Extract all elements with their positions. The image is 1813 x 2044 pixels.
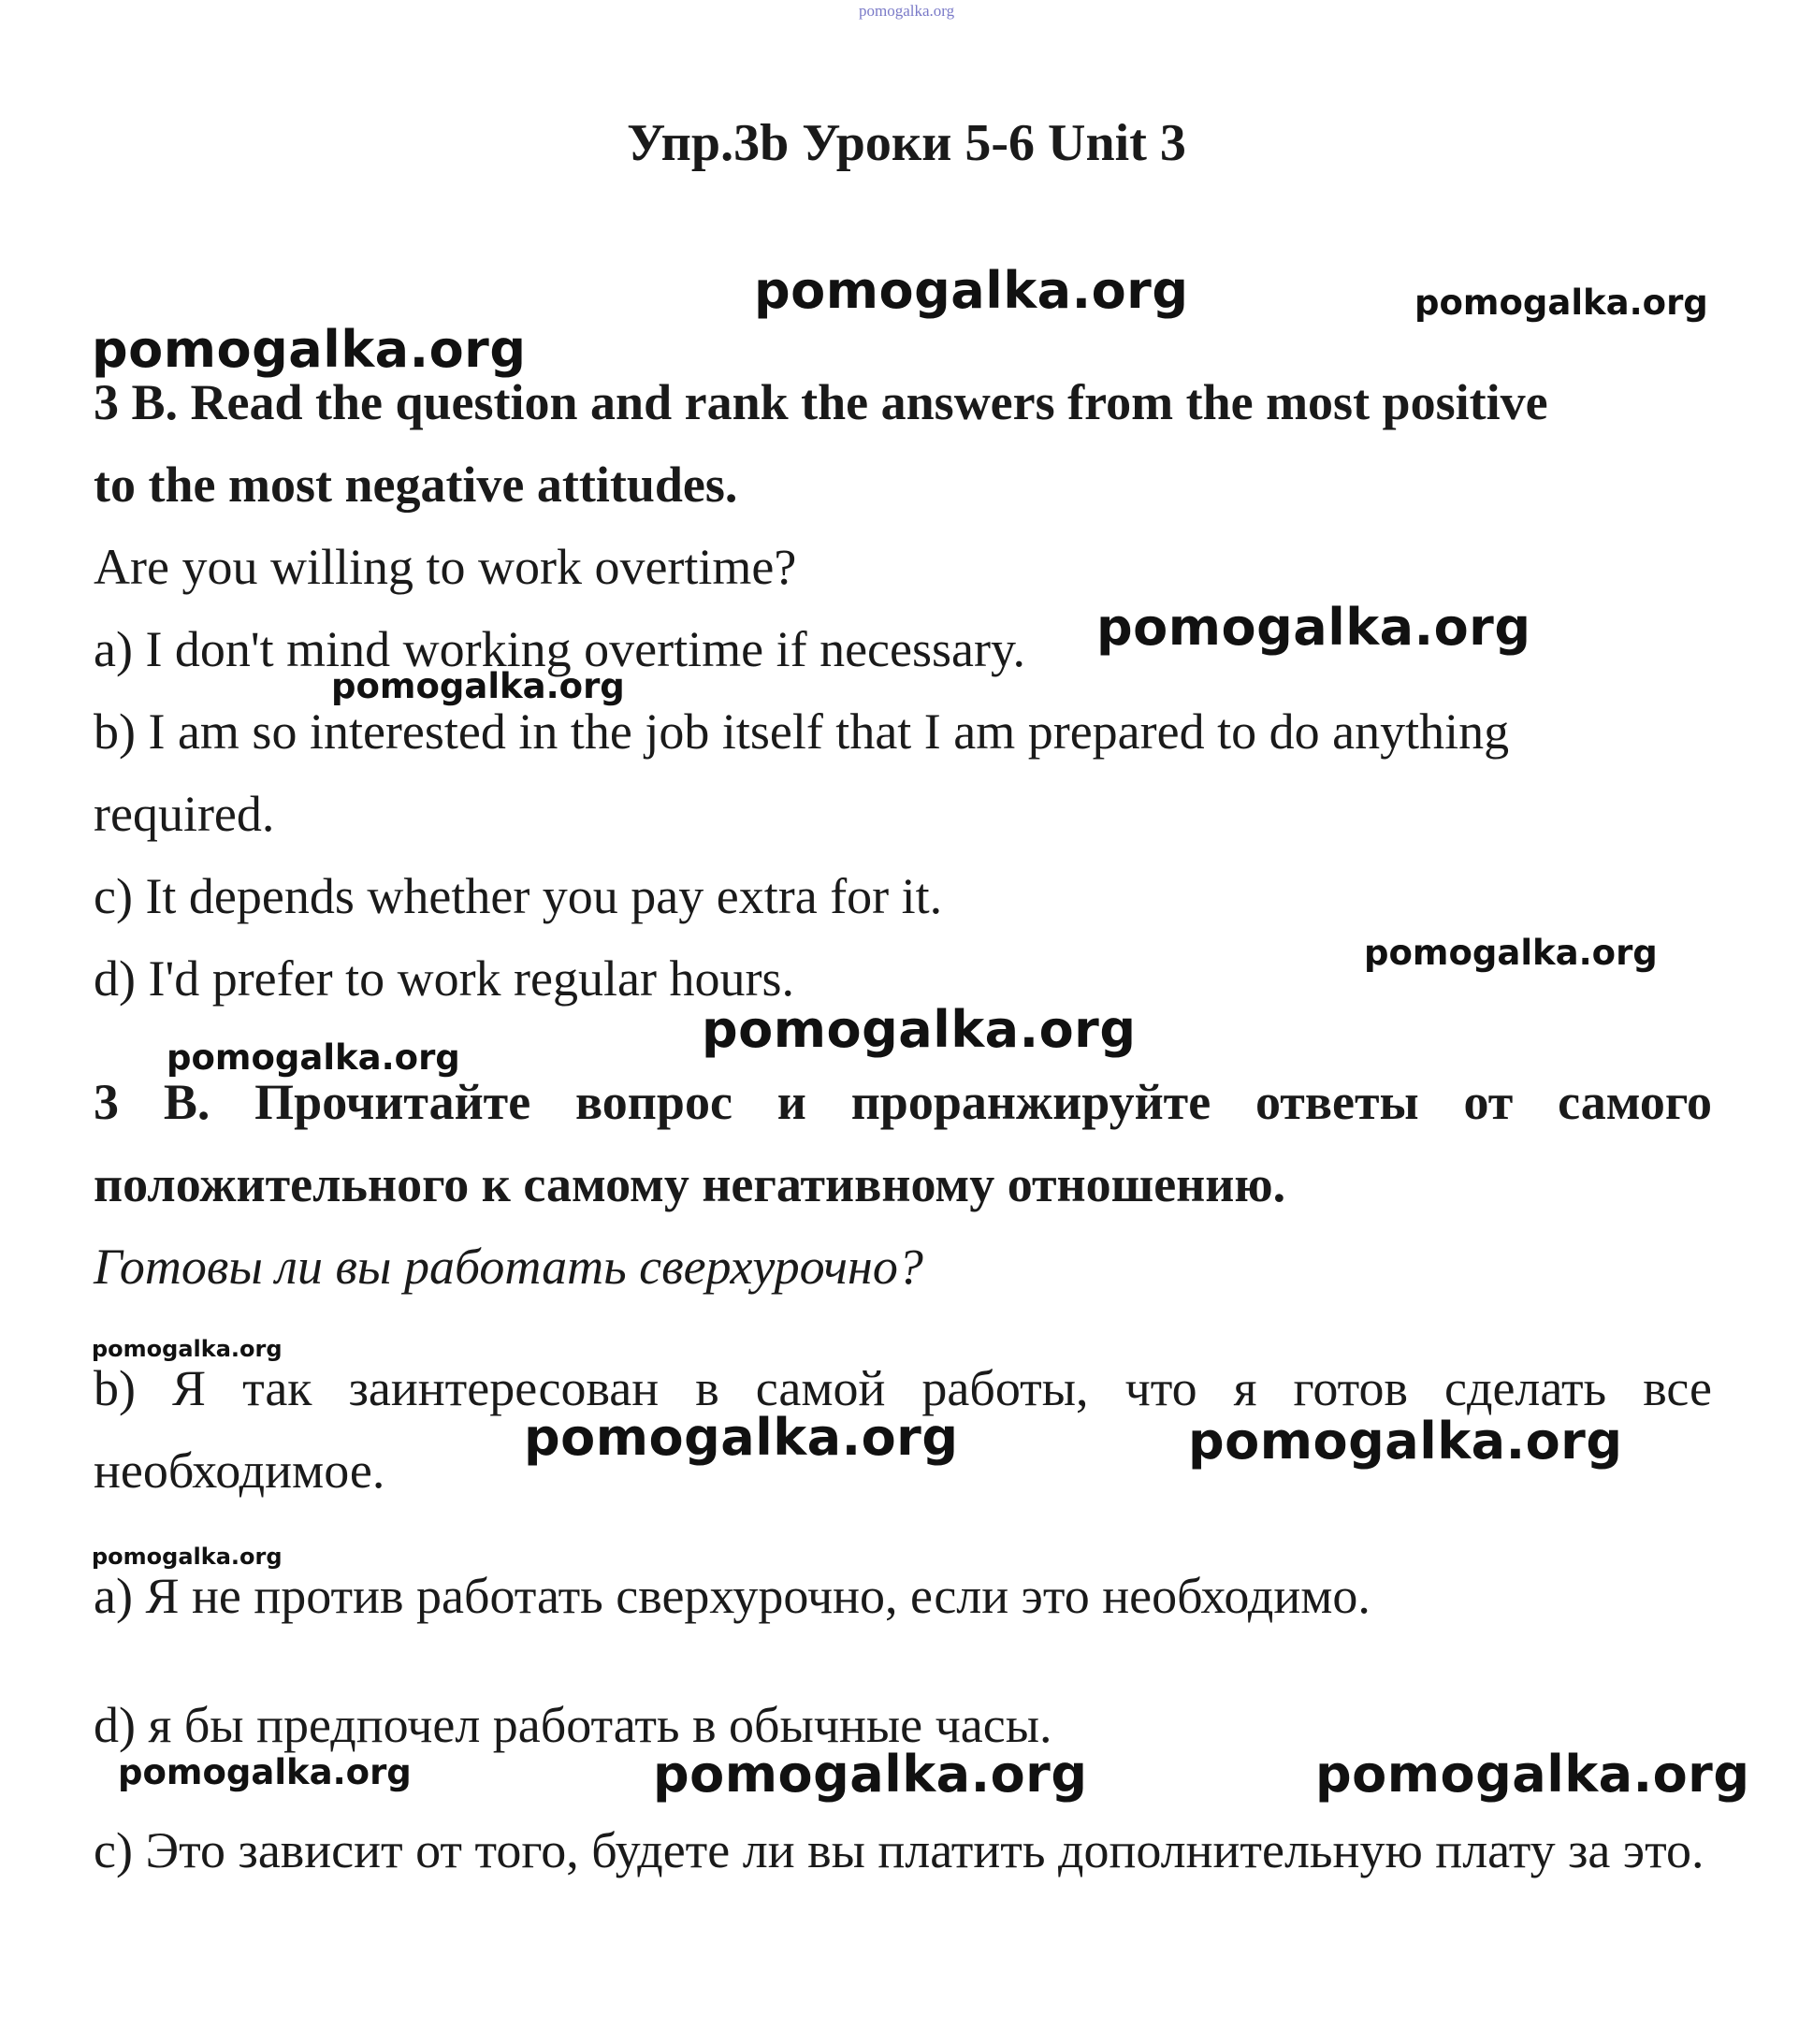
russian-answer-d: d) я бы предпочел работать в обычные часы.: [94, 1697, 1052, 1753]
russian-heading: 3 B. Прочитайте вопрос и проранжируйте ответы от самого положительного к самому негативному отношению.: [94, 1074, 1712, 1212]
english-answer-b-line-1: b) I am so interested in the job itself that I am prepared to do anything: [94, 703, 1510, 760]
watermark: pomogalka.org: [1364, 933, 1658, 973]
english-answer-b-line-2: required.: [94, 786, 275, 842]
watermark-top: pomogalka.org: [859, 2, 955, 20]
russian-answer-b: b) Я так заинтересован в самой работы, что я готов сделать все необходимое.: [94, 1360, 1712, 1499]
english-answer-a: a) I don't mind working overtime if necessary.: [94, 621, 1025, 677]
english-heading-line-2: to the most negative attitudes.: [94, 457, 738, 513]
watermark: pomogalka.org: [1414, 283, 1708, 323]
russian-answer-c: c) Это зависит от того, будете ли вы платить дополнительную плату за это.: [94, 1822, 1704, 1878]
watermark: pomogalka.org: [167, 1037, 460, 1078]
watermark: pomogalka.org: [1188, 1412, 1623, 1471]
english-question: Are you willing to work overtime?: [94, 539, 797, 595]
english-answer-b: [94, 690, 1712, 855]
english-answer-c: c) It depends whether you pay extra for it.: [94, 868, 943, 924]
watermark: pomogalka.org: [702, 1000, 1137, 1059]
watermark: pomogalka.org: [524, 1408, 959, 1467]
russian-answer-a: a) Я не против работать сверхурочно, если это необходимо.: [94, 1568, 1371, 1624]
english-heading-line-1: 3 B. Read the question and rank the answers from the most positive: [94, 374, 1548, 430]
english-heading: [94, 361, 1712, 526]
watermark: pomogalka.org: [653, 1745, 1088, 1804]
watermark: pomogalka.org: [92, 1544, 283, 1570]
watermark: pomogalka.org: [118, 1752, 412, 1792]
english-answer-d: d) I'd prefer to work regular hours.: [94, 950, 794, 1007]
page-title: Упр.3b Уроки 5-6 Unit 3: [627, 114, 1186, 172]
watermark: pomogalka.org: [1315, 1745, 1750, 1804]
watermark: pomogalka.org: [92, 320, 527, 379]
watermark: pomogalka.org: [1096, 598, 1531, 657]
russian-question: Готовы ли вы работать сверхурочно?: [94, 1239, 923, 1295]
watermark: pomogalka.org: [754, 261, 1189, 320]
watermark: pomogalka.org: [331, 666, 625, 706]
watermark: pomogalka.org: [92, 1336, 283, 1362]
